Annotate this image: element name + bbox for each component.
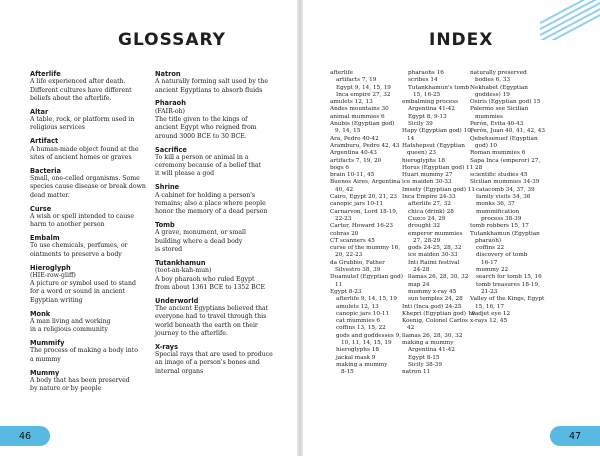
glossary-term: Tutankhamun (155, 258, 206, 267)
glossary-term: Natron (155, 70, 181, 78)
glossary-definition: A life experienced after death. Different cultures have different beliefs about the afterlife. (30, 78, 132, 102)
index-entry: Egypt 8-23 (330, 288, 362, 295)
index-subentry: catacomb 34, 37, 39 (476, 186, 535, 193)
glossary-definition: A body that has been preserved by nature or by people (30, 376, 130, 393)
index-entry: bogs 6 (330, 164, 350, 171)
index-subentry: emperor mummies 27, 28-29 (408, 230, 463, 244)
index-entry: Carnarvon, Lord 18-19, 22-23 (330, 208, 398, 222)
index-entry: scientific studies 45 (470, 172, 528, 179)
glossary-term: Afterlife (30, 70, 61, 78)
index-column-3 (470, 70, 555, 325)
index-subentry: jackal mask 9 (336, 354, 376, 361)
index-entry: Hapy (Egyptian god) 10, 14 (402, 128, 473, 142)
index-subentry: discovery of tomb 16-17 (476, 252, 528, 266)
glossary-term: Hieroglyph (30, 263, 71, 272)
index-entry: Roman mummies 6 (470, 150, 526, 157)
index-entry: animal mummies 6 (330, 113, 385, 120)
glossary-definition: (toot-an-kah-mun) A boy pharaoh who ruled Egypt from about 1361 BCE to 1352 BCE (155, 267, 266, 291)
index-subentry: family visits 34, 36 (476, 194, 531, 201)
index-subentry: drought 32 (408, 223, 441, 230)
index-entry: Ara, Pedro 40-42 (330, 135, 379, 142)
index-entry: Hatshepsut (Egyptian queen) 23 (402, 142, 465, 157)
index-subentry: Inca empire 27, 32 (336, 91, 391, 98)
index-subentry: hieroglyphs 18 (336, 347, 379, 354)
index-subentry: chica (drink) 28 (408, 208, 454, 215)
index-entry: Perón, Evita 40-43 (470, 121, 524, 128)
glossary-definition: Small, one-celled organisms. Some species cause disease or break down dead matter. (30, 175, 146, 199)
index-entry: Cairo, Egypt 20, 21, 23 (330, 194, 398, 201)
index-subentry: afterlife 27, 32 (408, 201, 451, 208)
glossary-term: Pharaoh (155, 99, 186, 108)
index-subentry: making a mummy 8-15 (336, 361, 388, 376)
index-entry: Perón, Juan 40, 41, 42, 43 (470, 128, 545, 135)
glossary-column-1 (30, 70, 152, 393)
index-entry: naturally preserved bodies 6, 33 (470, 70, 527, 84)
glossary-definition: A naturally forming salt used by the ancient Egyptians to absorb fluids (155, 78, 268, 94)
decorative-stripes (540, 0, 600, 40)
index-subentry: scribes 14 (408, 77, 438, 84)
index-subentry: Inti Raimi festival 24-28 (408, 259, 460, 274)
index-entry: Inti (Inca god) 24-25 (402, 303, 462, 310)
index-subentry: Tutankhamun's tomb 15, 16-25 (408, 84, 470, 98)
index-subentry: llamas 26, 28, 30, 32 (408, 274, 469, 281)
index-entry: amulets 12, 13 (330, 99, 373, 106)
index-entry: ice maiden 30-33 (402, 179, 452, 186)
glossary-term: Tomb (155, 221, 175, 230)
glossary-term: Altar (30, 107, 49, 116)
index-entry: Huari mummy 27 (402, 172, 453, 179)
index-entry: hieroglyphs 18 (402, 157, 445, 164)
glossary-definition: Special rays that are used to produce an image of a person's bones and internal organs (155, 351, 273, 375)
index-entry: CT scanners 45 (330, 237, 375, 244)
index-entry: Inca Empire 24-33 (402, 194, 456, 201)
index-subentry: Sicily 39 (408, 121, 433, 128)
index-subentry: monks 36, 37 (476, 201, 515, 208)
glossary-definition: A man living and working in a religious community (30, 317, 111, 334)
index-subentry: ice maiden 30-33 (408, 252, 458, 259)
index-subentry: artifacts 7, 19 (336, 77, 377, 84)
index-subentry: mummy x-ray 45 (408, 288, 457, 295)
glossary-definition: The ancient Egyptians believed that everyone had to travel through this world beneath the earth on their journey to the afterlife. (155, 304, 269, 337)
glossary-definition: The process of making a body into a mummy (30, 347, 138, 363)
glossary-term: Mummify (30, 339, 65, 348)
glossary-definition: A table, rock, or platform used in religious services (30, 116, 135, 132)
index-subentry: afterlife 9, 14, 15, 19 (336, 296, 397, 303)
index-entry: canopic jars 10-11 (330, 201, 384, 208)
index-subentry: map 24 (408, 281, 430, 288)
index-entry: llamas 26, 28, 30, 32 (402, 332, 463, 339)
index-subentry: Egypt 9, 14, 15, 19 (336, 84, 391, 91)
glossary-term: Embalm (30, 234, 60, 243)
index-subentry: Argentina 41-42 (408, 347, 455, 354)
index-subentry: Egypt 8-15 (408, 354, 440, 361)
index-entry: artifacts 7, 19, 20 (330, 157, 382, 164)
index-entry: Horus (Egyptian god) 11 (402, 164, 474, 171)
index-subentry: gods and goddesses 9, 10, 11, 14, 15, 19 (336, 332, 402, 346)
glossary-definition: To use chemicals, perfumes, or ointments to preserve a body (30, 242, 128, 258)
index-entry: Andes mountains 30 (330, 106, 389, 113)
glossary-term: Sacrifice (155, 145, 187, 154)
index-subentry: Sicily 38-39 (408, 361, 442, 368)
index-entry: Khepri (Egyptian god) 19 (402, 310, 476, 317)
glossary-definition: (FAIR-oh) The title given to the kings of ancient Egypt who reigned from around 3000 BCE to 30 BCE. (155, 107, 257, 140)
index-entry: Aramburu, Pedro 42, 43 (330, 142, 400, 149)
index-entry: natron 11 (402, 369, 431, 376)
index-entry: Valley of the Kings, Egypt 15, 16, 17 (470, 296, 545, 310)
glossary-term: X-rays (155, 342, 179, 351)
index-subentry: Argentina 41-42 (408, 106, 455, 113)
index-entry: brain 10-11, 45 (330, 172, 375, 179)
index-entry: Osiris (Egyptian god) 15 (470, 99, 541, 106)
index-subentry: pharaohs 16 (408, 70, 444, 76)
index-heading: INDEX (429, 30, 494, 50)
index-entry: Duamutef (Egyptian god) 11 (330, 274, 403, 288)
index-entry: Koenig, Colonel Carlos 42 (402, 318, 468, 332)
glossary-definition: To kill a person or animal in a ceremony because of a belief that it will please a god (155, 153, 262, 178)
index-subentry: coffins 22 (476, 245, 505, 252)
index-entry: wadjet eye 12 (470, 310, 511, 317)
index-entry: tomb robbers 15, 17 (470, 223, 529, 230)
index-subentry: gods 24-25, 28, 32 (408, 245, 462, 252)
index-entry: da Grubbio, Father Silvestro 38, 39 (330, 259, 385, 274)
page-number-right: 47 (550, 426, 600, 446)
index-subentry: search for tomb 15, 16 (476, 274, 542, 281)
index-entry: Nekhabet (Egyptian goddess) 19 (470, 84, 528, 98)
index-entry: x-rays 12, 45 (470, 318, 508, 325)
glossary-definition: A wish or spell intended to cause harm to another person (30, 212, 135, 229)
glossary-definition: (HIE-row-gliff) A picture or symbol used to stand for a word or sound in ancient Egyptian writing (30, 271, 136, 304)
index-subentry: coffins 13, 15, 22 (336, 325, 386, 332)
index-entry: curse of the mummy 16, 20, 22-23 (330, 245, 401, 259)
index-subentry: Egypt 8, 9-13 (408, 113, 447, 120)
index-subentry: tomb treasures 18-19, 21-23 (476, 281, 540, 295)
glossary-definition: A cabinet for holding a person's remains; also a place where people honor the memory of a dead person (155, 191, 268, 216)
index-subentry: canopic jars 10-11 (336, 310, 390, 317)
index-entry: Argentina 40-43 (330, 150, 377, 157)
index-entry: Tutankhamun (Egyptian pharaoh) (470, 230, 540, 244)
index-subentry: Cuzco 24, 29 (408, 215, 446, 222)
glossary-term: Underworld (155, 296, 199, 305)
glossary-term: Curse (30, 204, 52, 213)
index-entry: cobras 20 (330, 230, 359, 237)
index-subentry: amulets 12, 13 (336, 303, 379, 310)
glossary-term: Artifact (30, 137, 59, 146)
index-subentry: mummy 22 (476, 267, 509, 274)
glossary-term: Bacteria (30, 166, 61, 175)
index-entry: afterlife (330, 70, 353, 76)
glossary-term: Mummy (30, 368, 60, 377)
page-number-left: 46 (0, 426, 50, 446)
index-subentry: cat mummies 6 (336, 318, 381, 325)
glossary-column-2 (155, 70, 283, 376)
glossary-definition: A grave, monument, or small building where a dead body is stored (155, 229, 246, 254)
index-subentry: sun temples 24, 28 (408, 296, 463, 303)
glossary-heading: GLOSSARY (118, 30, 226, 50)
glossary-term: Monk (30, 309, 51, 318)
glossary-term: Shrine (155, 183, 180, 192)
index-entry: Sicilian mummies 34-39 (470, 179, 540, 186)
index-entry: Palermo see Sicilian mummies (470, 106, 529, 120)
index-entry: Sapa Inca (emperor) 27, 28 (470, 157, 541, 171)
index-entry: embalming process (402, 99, 459, 106)
index-entry: Carter, Howard 16-23 (330, 223, 394, 230)
glossary-page (0, 0, 297, 456)
index-entry: Anubis (Egyptian god) 9, 14, 15 (330, 121, 395, 135)
glossary-definition: A human-made object found at the sites of ancient homes or graves (30, 145, 139, 161)
index-entry: Buenos Aires, Argentina 40, 42 (330, 179, 401, 193)
index-column-1 (330, 70, 412, 376)
index-entry: Qebehsenuef (Egyptian god) 10 (470, 135, 538, 149)
index-subentry: mummification process 38-39 (476, 208, 522, 222)
index-entry: making a mummy (402, 339, 454, 346)
index-entry: Imsety (Egyptian god) 11 (402, 186, 476, 193)
